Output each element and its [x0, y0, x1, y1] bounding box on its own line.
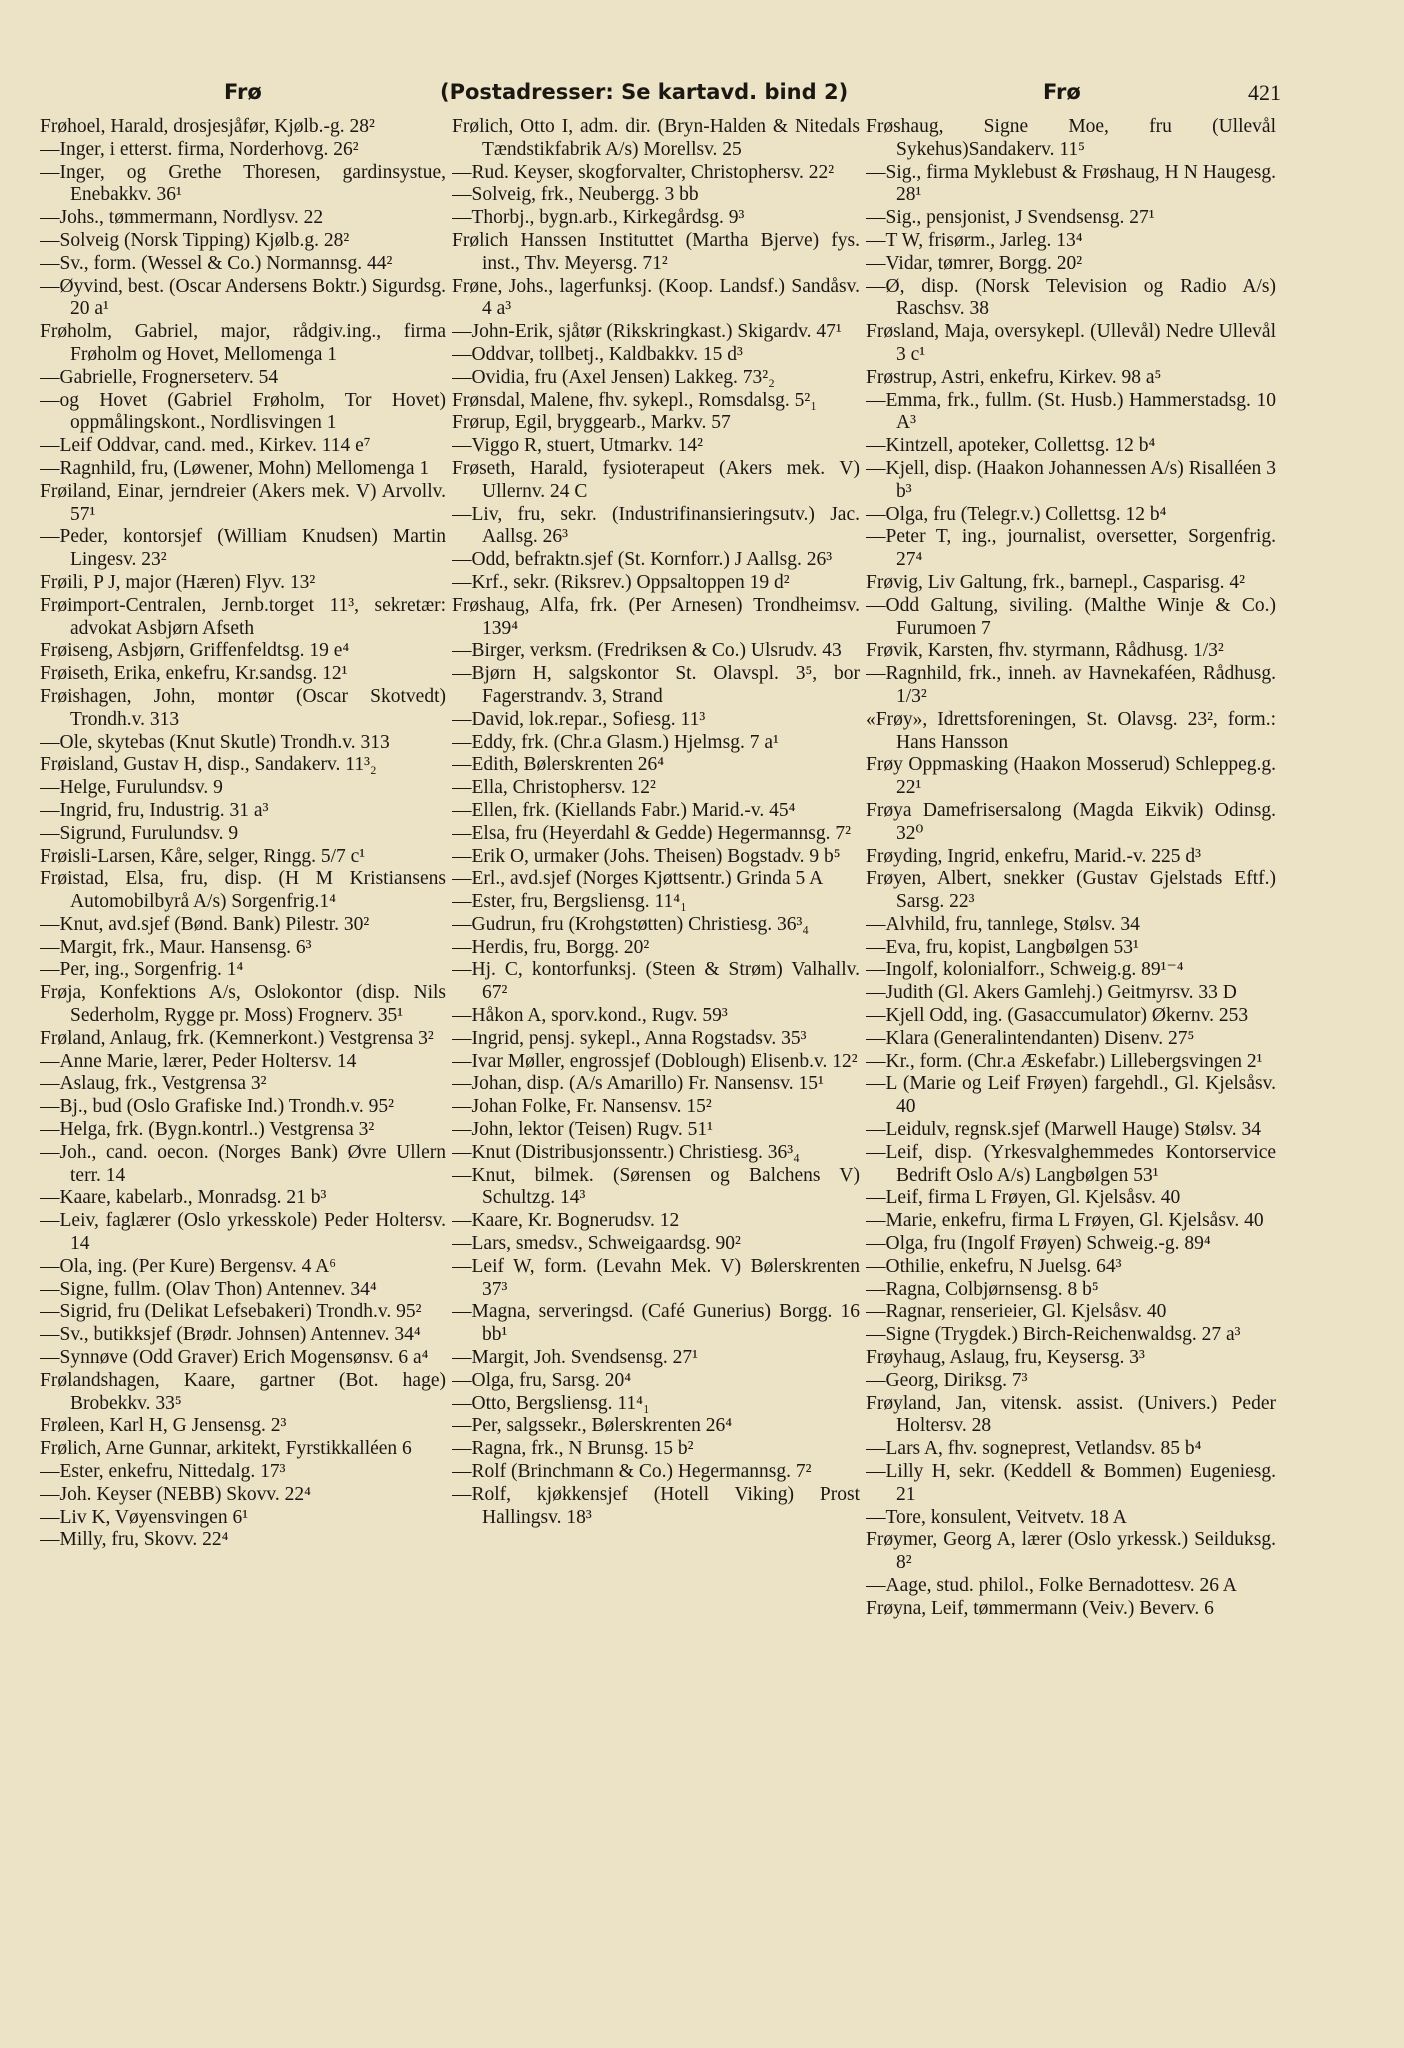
directory-entry: Frøymer, Georg A, lærer (Oslo yrkessk.) Seilduksg. 8²: [866, 1529, 1276, 1574]
directory-entry: —T W, frisørm., Jarleg. 13⁴: [866, 229, 1083, 251]
directory-entry: —Margit, Joh. Svendsensg. 27¹: [452, 1347, 698, 1369]
directory-entry: —Magna, serveringsd. (Café Gunerius) Borgg. 16 bb¹: [452, 1301, 860, 1346]
directory-entry: —Solveig, frk., Neubergg. 3 bb: [452, 184, 699, 206]
directory-entry: —Ingrid, fru, Industrig. 31 a³: [40, 799, 269, 821]
directory-entry: —Kaare, Kr. Bognerudsv. 12: [452, 1210, 680, 1232]
directory-entry: —Ole, skytebas (Knut Skutle) Trondh.v. 313: [40, 731, 390, 753]
directory-entry: —Eddy, frk. (Chr.a Glasm.) Hjelmsg. 7 a¹: [452, 731, 779, 753]
directory-entry: Frølich, Arne Gunnar, arkitekt, Fyrstikkalléen 6: [40, 1438, 412, 1460]
directory-entry: Frøvig, Liv Galtung, frk., barnepl., Casparisg. 4²: [866, 571, 1245, 593]
directory-entry: —Sig., firma Myklebust & Frøshaug, H N Haugesg. 28¹: [866, 161, 1276, 206]
directory-entry: —Leidulv, regnsk.sjef (Marwell Hauge) Stølsv. 34: [866, 1119, 1261, 1141]
directory-entry: —Leif Oddvar, cand. med., Kirkev. 114 e⁷: [40, 435, 371, 457]
directory-entry: —Judith (Gl. Akers Gamlehj.) Geitmyrsv. 33 D: [866, 982, 1237, 1004]
directory-entry: Frøisland, Gustav H, disp., Sandakerv. 11³₂: [40, 754, 377, 776]
directory-entry: —Knut, avd.sjef (Bønd. Bank) Pilestr. 30²: [40, 913, 370, 935]
directory-entry: Frønsdal, Malene, fhv. sykepl., Romsdalsg. 5²₁: [452, 389, 818, 411]
directory-entry: —Georg, Diriksg. 7³: [866, 1369, 1028, 1391]
directory-entry: Frøyna, Leif, tømmermann (Veiv.) Beverv. 6: [866, 1597, 1214, 1619]
directory-entry: —Kintzell, apoteker, Collettsg. 12 b⁴: [866, 435, 1156, 457]
directory-entry: —Edith, Bølerskrenten 26⁴: [452, 754, 665, 776]
directory-entry: —David, lok.repar., Sofiesg. 11³: [452, 708, 706, 730]
directory-entry: —Ragnhild, fru, (Løwener, Mohn) Mellomenga 1: [40, 457, 430, 479]
directory-entry: —Eva, fru, kopist, Langbølgen 53¹: [866, 936, 1139, 958]
directory-entry: —Erik O, urmaker (Johs. Theisen) Bogstadv. 9 b⁵: [452, 845, 841, 867]
directory-entry: Frøyland, Jan, vitensk. assist. (Univers.) Peder Holtersv. 28: [866, 1392, 1276, 1437]
directory-entry: —Håkon A, sporv.kond., Rugv. 59³: [452, 1005, 728, 1027]
directory-entry: Frøja, Konfektions A/s, Oslokontor (disp. Nils Sederholm, Rygge pr. Moss) Frognerv. 35¹: [40, 982, 446, 1027]
directory-entry: —Per, ing., Sorgenfrig. 1⁴: [40, 959, 244, 981]
directory-entry: —Sigrund, Furulundsv. 9: [40, 822, 239, 844]
directory-entry: Frøsland, Maja, oversykepl. (Ullevål) Nedre Ullevål 3 c¹: [866, 321, 1276, 365]
directory-entry: Frøya Damefrisersalong (Magda Eikvik) Odinsg. 32⁰: [866, 799, 1276, 844]
directory-entry: —Hj. C, kontorfunksj. (Steen & Strøm) Valhallv. 67²: [452, 959, 860, 1004]
directory-entry: —Gabrielle, Frognerseterv. 54: [40, 366, 279, 388]
directory-entry: —Peder, kontorsjef (William Knudsen) Martin Lingesv. 23²: [40, 526, 446, 571]
directory-entry: Frøyhaug, Aslaug, fru, Keysersg. 3³: [866, 1347, 1145, 1369]
directory-entry: —Tore, konsulent, Veitvetv. 18 A: [866, 1506, 1127, 1528]
directory-entry: —Elsa, fru (Heyerdahl & Gedde) Hegermannsg. 7²: [452, 822, 851, 844]
directory-entry: —Ragnhild, frk., inneh. av Havnekaféen, Rådhusg. 1/3²: [866, 663, 1276, 707]
directory-entry: Frøseth, Harald, fysioterapeut (Akers mek. V) Ullernv. 24 C: [452, 457, 860, 502]
directory-entry: Frøisli-Larsen, Kåre, selger, Ringg. 5/7 c¹: [40, 845, 366, 867]
directory-entry: —Ingrid, pensj. sykepl., Anna Rogstadsv. 35³: [452, 1027, 807, 1049]
directory-entry: —Helga, frk. (Bygn.kontrl..) Vestgrensa 3²: [40, 1119, 375, 1141]
directory-entry: —Birger, verksm. (Fredriksen & Co.) Ulsrudv. 43: [452, 640, 842, 662]
directory-entry: Frøshaug, Signe Moe, fru (Ullevål Sykehus)Sandakerv. 11⁵: [866, 116, 1276, 160]
directory-entry: —Ester, enkefru, Nittedalg. 17³: [40, 1461, 286, 1483]
directory-entry: —Leiv, faglærer (Oslo yrkesskole) Peder Holtersv. 14: [40, 1210, 446, 1255]
directory-entry: —Inger, og Grethe Thoresen, gardinsystue, Enebakkv. 36¹: [40, 161, 446, 206]
directory-entry: Frøholm, Gabriel, major, rådgiv.ing., firma Frøholm og Hovet, Mellomenga 1: [40, 321, 446, 365]
directory-entry: —Knut (Distribusjonssentr.) Christiesg. 36³₄: [452, 1141, 800, 1163]
directory-entry: —Herdis, fru, Borgg. 20²: [452, 936, 650, 958]
directory-entry: —Helge, Furulundsv. 9: [40, 777, 223, 799]
directory-entry: —Odd Galtung, siviling. (Malthe Winje & Co.) Furumoen 7: [866, 594, 1276, 639]
directory-entry: —Aage, stud. philol., Folke Bernadottesv. 26 A: [866, 1575, 1237, 1596]
directory-entry: —Anne Marie, lærer, Peder Holtersv. 14: [40, 1050, 357, 1072]
directory-entry: —Sv., butikksjef (Brødr. Johnsen) Antennev. 34⁴: [40, 1324, 421, 1346]
directory-entry: —Joh., cand. oecon. (Norges Bank) Øvre Ullern terr. 14: [40, 1141, 446, 1186]
directory-entry: Frøshaug, Alfa, frk. (Per Arnesen) Trondheimsv. 139⁴: [452, 594, 860, 639]
directory-entry: Frøy Oppmasking (Haakon Mosserud) Schleppeg.g. 22¹: [866, 754, 1276, 799]
directory-entry: —Olga, fru, Sarsg. 20⁴: [452, 1369, 632, 1391]
directory-entry: —Ivar Møller, engrossjef (Doblough) Elisenb.v. 12²: [452, 1050, 858, 1072]
directory-entry: Frøvik, Karsten, fhv. styrmann, Rådhusg. 1/3²: [866, 640, 1224, 662]
directory-entry: —John, lektor (Teisen) Rugv. 51¹: [452, 1119, 714, 1141]
directory-entry: —Odd, befraktn.sjef (St. Kornforr.) J Aallsg. 26³: [452, 549, 833, 571]
directory-entry: —Alvhild, fru, tannlege, Stølsv. 34: [866, 913, 1140, 935]
directory-entry: —Thorbj., bygn.arb., Kirkegårdsg. 9³: [452, 207, 745, 229]
directory-entry: —Marie, enkefru, firma L Frøyen, Gl. Kjelsåsv. 40: [866, 1210, 1264, 1232]
directory-entry: —Olga, fru (Telegr.v.) Collettsg. 12 b⁴: [866, 503, 1167, 525]
directory-entry: —Vidar, tømrer, Borgg. 20²: [866, 252, 1083, 274]
directory-entry: Frølich, Otto I, adm. dir. (Bryn-Halden & Nitedals Tændstikfabrik A/s) Morellsv. 25: [452, 116, 860, 160]
header-right-keyword: Frø: [1043, 80, 1081, 104]
directory-entry: Frøiland, Einar, jerndreier (Akers mek. V) Arvollv. 57¹: [40, 480, 446, 525]
directory-entry: —Joh. Keyser (NEBB) Skovv. 22⁴: [40, 1483, 311, 1505]
directory-entry: —Oddvar, tollbetj., Kaldbakkv. 15 d³: [452, 343, 743, 365]
directory-entry: —Olga, fru (Ingolf Frøyen) Schweig.-g. 89⁴: [866, 1233, 1211, 1255]
directory-entry: —Viggo R, stuert, Utmarkv. 14²: [452, 435, 703, 457]
directory-entry: —Othilie, enkefru, N Juelsg. 64³: [866, 1255, 1122, 1277]
directory-entry: —Emma, frk., fullm. (St. Husb.) Hammerstadsg. 10 A³: [866, 389, 1276, 434]
directory-entry: Frøyding, Ingrid, enkefru, Marid.-v. 225 d³: [866, 845, 1201, 867]
directory-entry: —Bjørn H, salgskontor St. Olavspl. 3⁵, bor Fagerstrandv. 3, Strand: [452, 663, 860, 707]
column-1: [40, 116, 446, 2016]
directory-entry: Frøimport-Centralen, Jernb.torget 11³, sekretær: advokat Asbjørn Afseth: [40, 594, 446, 639]
directory-entry: —Sig., pensjonist, J Svendsensg. 27¹: [866, 207, 1155, 229]
directory-entry: Frøili, P J, major (Hæren) Flyv. 13²: [40, 571, 316, 593]
directory-entry: —Lars, smedsv., Schweigaardsg. 90²: [452, 1233, 741, 1255]
directory-entry: —Kjell, disp. (Haakon Johannessen A/s) Risalléen 3 b³: [866, 457, 1276, 502]
directory-entry: —John-Erik, sjåtør (Rikskringkast.) Skigardv. 47¹: [452, 321, 842, 343]
directory-entry: —Kaare, kabelarb., Monradsg. 21 b³: [40, 1187, 327, 1209]
directory-entry: —Johs., tømmermann, Nordlysv. 22: [40, 207, 324, 229]
directory-entry: —Ella, Christophersv. 12²: [452, 777, 656, 799]
directory-entry: —Synnøve (Odd Graver) Erich Mogensønsv. 6 a⁴: [40, 1347, 429, 1369]
directory-entry: —Kr., form. (Chr.a Æskefabr.) Lillebergsvingen 2¹: [866, 1050, 1263, 1072]
directory-entry: —Ragna, Colbjørnsensg. 8 b⁵: [866, 1278, 1099, 1300]
directory-entry: —Ester, fru, Bergsliensg. 11⁴₁: [452, 891, 687, 913]
header-left-keyword: Frø: [224, 80, 262, 104]
directory-entry: —Ellen, frk. (Kiellands Fabr.) Marid.-v. 45⁴: [452, 799, 796, 821]
directory-entry: Frølich Hanssen Instituttet (Martha Bjerve) fys. inst., Thv. Meyersg. 71²: [452, 229, 860, 274]
directory-entry: —Ø, disp. (Norsk Television og Radio A/s) Raschsv. 38: [866, 275, 1276, 320]
directory-entry: Frøstrup, Astri, enkefru, Kirkev. 98 a⁵: [866, 366, 1162, 388]
directory-entry: —Inger, i etterst. firma, Norderhovg. 26²: [40, 138, 359, 160]
directory-entry: —Klara (Generalintendanten) Disenv. 27⁵: [866, 1027, 1195, 1049]
directory-entry: —Solveig (Norsk Tipping) Kjølb.g. 28²: [40, 229, 350, 251]
directory-entry: —Leif, disp. (Yrkesvalghemmedes Kontorservice Bedrift Oslo A/s) Langbølgen 53¹: [866, 1141, 1276, 1186]
directory-entry: —Knut, bilmek. (Sørensen og Balchens V) Schultzg. 14³: [452, 1164, 860, 1209]
page-number: 421: [1248, 80, 1281, 105]
directory-entry: —Signe (Trygdek.) Birch-Reichenwaldsg. 27 a³: [866, 1324, 1241, 1346]
directory-entry: Frølandshagen, Kaare, gartner (Bot. hage) Brobekkv. 33⁵: [40, 1369, 446, 1414]
directory-entry: «Frøy», Idrettsforeningen, St. Olavsg. 23², form.: Hans Hansson: [866, 708, 1276, 753]
directory-entry: —Liv K, Vøyensvingen 6¹: [40, 1506, 249, 1528]
directory-entry: Frøhoel, Harald, drosjesjåfør, Kjølb.-g. 28²: [40, 116, 375, 137]
column-3: [866, 116, 1276, 2016]
directory-entry: —Ovidia, fru (Axel Jensen) Lakkeg. 73²₂: [452, 366, 775, 388]
directory-entry: —Otto, Bergsliensg. 11⁴₁: [452, 1392, 650, 1414]
page-header: [0, 72, 1404, 112]
directory-entry: —Sv., form. (Wessel & Co.) Normannsg. 44²: [40, 252, 393, 274]
header-center-note: (Postadresser: Se kartavd. bind 2): [440, 80, 849, 104]
directory-entry: —Aslaug, frk., Vestgrensa 3²: [40, 1073, 267, 1095]
directory-entry: —Ragnar, renserieier, Gl. Kjelsåsv. 40: [866, 1301, 1167, 1323]
directory-entry: —Rud. Keyser, skogforvalter, Christophersv. 22²: [452, 161, 835, 183]
directory-entry: —Margit, frk., Maur. Hansensg. 6³: [40, 936, 312, 958]
directory-entry: —Leif, firma L Frøyen, Gl. Kjelsåsv. 40: [866, 1187, 1181, 1209]
directory-entry: —Ingolf, kolonialforr., Schweig.g. 89¹⁻⁴: [866, 959, 1184, 981]
directory-entry: Frøishagen, John, montør (Oscar Skotvedt) Trondh.v. 313: [40, 685, 446, 730]
directory-entry: —Peter T, ing., journalist, oversetter, Sorgenfrig. 27⁴: [866, 526, 1276, 571]
directory-entry: —Johan, disp. (A/s Amarillo) Fr. Nansensv. 15¹: [452, 1073, 824, 1095]
directory-entry: —Liv, fru, sekr. (Industrifinansieringsutv.) Jac. Aallsg. 26³: [452, 503, 860, 548]
directory-entry: Frørup, Egil, bryggearb., Markv. 57: [452, 412, 731, 434]
directory-entry: —Rolf, kjøkkensjef (Hotell Viking) Prost Hallingsv. 18³: [452, 1483, 860, 1528]
directory-entry: Frøiseng, Asbjørn, Griffenfeldtsg. 19 e⁴: [40, 640, 350, 662]
directory-entry: —Ragna, frk., N Brunsg. 15 b²: [452, 1438, 694, 1460]
directory-entry: Frøistad, Elsa, fru, disp. (H M Kristiansens Automobilbyrå A/s) Sorgenfrig.1⁴: [40, 868, 446, 913]
directory-entry: Frøleen, Karl H, G Jensensg. 2³: [40, 1415, 287, 1437]
directory-entry: —Erl., avd.sjef (Norges Kjøttsentr.) Grinda 5 A: [452, 868, 824, 890]
directory-entry: —Gudrun, fru (Krohgstøtten) Christiesg. 36³₄: [452, 913, 810, 935]
directory-entry: —Ola, ing. (Per Kure) Bergensv. 4 A⁶: [40, 1255, 336, 1277]
directory-entry: —Milly, fru, Skovv. 22⁴: [40, 1529, 229, 1551]
directory-entry: —Sigrid, fru (Delikat Lefsebakeri) Trondh.v. 95²: [40, 1301, 422, 1323]
directory-entry: —Johan Folke, Fr. Nansensv. 15²: [452, 1096, 712, 1118]
directory-entry: Frøne, Johs., lagerfunksj. (Koop. Landsf.) Sandåsv. 4 a³: [452, 275, 860, 320]
directory-entry: —Per, salgssekr., Bølerskrenten 26⁴: [452, 1415, 733, 1437]
directory-entry: —og Hovet (Gabriel Frøholm, Tor Hovet) oppmålingskont., Nordlisvingen 1: [40, 389, 446, 434]
directory-entry: —Rolf (Brinchmann & Co.) Hegermannsg. 7²: [452, 1461, 812, 1483]
directory-entry: Frøiseth, Erika, enkefru, Kr.sandsg. 12¹: [40, 663, 348, 685]
directory-entry: —Leif W, form. (Levahn Mek. V) Bølerskrenten 37³: [452, 1255, 860, 1300]
directory-entry: —Kjell Odd, ing. (Gasaccumulator) Økernv. 253: [866, 1005, 1249, 1027]
directory-entry: —Øyvind, best. (Oscar Andersens Boktr.) Sigurdsg. 20 a¹: [40, 275, 446, 320]
directory-entry: Frøyen, Albert, snekker (Gustav Gjelstads Eftf.) Sarsg. 22³: [866, 868, 1276, 913]
directory-entry: —Lilly H, sekr. (Keddell & Bommen) Eugeniesg. 21: [866, 1461, 1276, 1505]
directory-entry: —Lars A, fhv. sogneprest, Vetlandsv. 85 b⁴: [866, 1438, 1202, 1460]
directory-entry: —Signe, fullm. (Olav Thon) Antennev. 34⁴: [40, 1278, 377, 1300]
directory-entry: Frøland, Anlaug, frk. (Kemnerkont.) Vestgrensa 3²: [40, 1027, 434, 1049]
directory-entry: —L (Marie og Leif Frøyen) fargehdl., Gl. Kjelsåsv. 40: [866, 1073, 1276, 1118]
directory-entry: —Bj., bud (Oslo Grafiske Ind.) Trondh.v. 95²: [40, 1096, 394, 1118]
directory-entry: —Krf., sekr. (Riksrev.) Oppsaltoppen 19 d²: [452, 571, 790, 593]
column-2: [452, 116, 860, 2016]
